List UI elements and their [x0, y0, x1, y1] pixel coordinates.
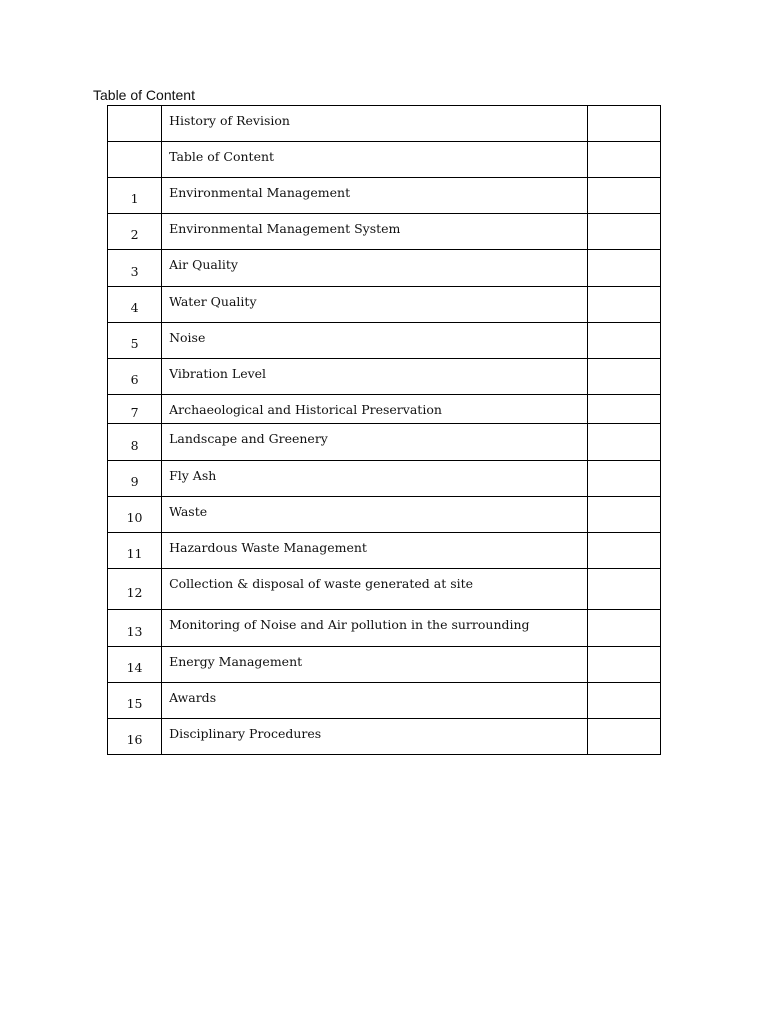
toc-table: [107, 105, 661, 755]
section-number: 9: [130, 474, 139, 489]
page-number-cell: [587, 424, 660, 461]
section-title: Disciplinary Procedures: [169, 726, 322, 741]
section-number-cell: [108, 569, 162, 610]
section-title: Environmental Management: [169, 185, 351, 200]
section-number: 6: [130, 372, 139, 387]
section-number: 2: [130, 227, 139, 242]
section-number-cell: [108, 323, 162, 359]
table-row: [108, 106, 661, 142]
section-title: Environmental Management System: [169, 221, 401, 236]
section-title-cell: [162, 683, 588, 719]
table-row: [108, 395, 661, 424]
section-title: Awards: [169, 690, 217, 705]
section-title: Monitoring of Noise and Air pollution in the surrounding: [169, 617, 530, 632]
section-title-cell: [162, 497, 588, 533]
page-number-cell: [587, 719, 660, 755]
section-title-cell: [162, 647, 588, 683]
section-number-cell: [108, 214, 162, 250]
section-number: 12: [126, 584, 143, 600]
page-number-cell: [587, 287, 660, 323]
section-title-cell: [162, 719, 588, 755]
table-row: [108, 461, 661, 497]
page-number-cell: [587, 106, 660, 142]
section-number-cell: [108, 461, 162, 497]
section-number: 11: [126, 546, 143, 561]
section-title: Hazardous Waste Management: [169, 540, 367, 555]
section-title: Landscape and Greenery: [169, 431, 328, 446]
section-number-cell: [108, 647, 162, 683]
section-title: Table of Content: [169, 149, 275, 164]
section-number: 4: [130, 300, 139, 315]
section-number: 3: [130, 263, 139, 279]
page-number-cell: [587, 569, 660, 610]
table-row: [108, 647, 661, 683]
table-row: [108, 178, 661, 214]
page-number-cell: [587, 647, 660, 683]
section-title: Water Quality: [169, 294, 257, 309]
section-number: 5: [130, 336, 139, 351]
section-number-cell: [108, 395, 162, 424]
page-number-cell: [587, 395, 660, 424]
section-title-cell: [162, 250, 588, 287]
page-number-cell: [587, 533, 660, 569]
table-row: [108, 497, 661, 533]
section-title-cell: [162, 533, 588, 569]
section-title-cell: [162, 323, 588, 359]
section-title-cell: [162, 610, 588, 647]
section-title: Archaeological and Historical Preservation: [169, 402, 442, 417]
table-row: [108, 569, 661, 610]
section-number-cell: [108, 178, 162, 214]
table-row: [108, 683, 661, 719]
table-row: [108, 214, 661, 250]
table-row: [108, 142, 661, 178]
section-title-cell: [162, 569, 588, 610]
section-number-cell: [108, 719, 162, 755]
section-number: 8: [130, 437, 139, 453]
section-title: Vibration Level: [169, 366, 267, 381]
page-number-cell: [587, 142, 660, 178]
section-number-cell: [108, 424, 162, 461]
section-title-cell: [162, 359, 588, 395]
page-number-cell: [587, 461, 660, 497]
page-number-cell: [587, 323, 660, 359]
page-number-cell: [587, 250, 660, 287]
section-number-cell: [108, 533, 162, 569]
table-row: [108, 533, 661, 569]
section-number: 15: [126, 696, 143, 711]
page-number-cell: [587, 610, 660, 647]
page-title: Table of Content: [93, 87, 195, 103]
section-number: 16: [126, 732, 143, 747]
section-title: Noise: [169, 330, 206, 345]
section-title-cell: [162, 461, 588, 497]
table-row: [108, 250, 661, 287]
section-title: Waste: [169, 504, 208, 519]
table-row: [108, 610, 661, 647]
section-title-cell: [162, 106, 588, 142]
table-row: [108, 323, 661, 359]
section-number-cell: [108, 106, 162, 142]
section-number: 13: [126, 623, 143, 639]
section-number: 14: [126, 660, 143, 675]
section-number-cell: [108, 359, 162, 395]
section-title-cell: [162, 287, 588, 323]
section-number: 1: [130, 191, 139, 206]
page-number-cell: [587, 683, 660, 719]
section-title-cell: [162, 178, 588, 214]
section-number-cell: [108, 142, 162, 178]
section-number-cell: [108, 497, 162, 533]
section-title: Collection & disposal of waste generated at site: [169, 576, 474, 591]
section-number-cell: [108, 250, 162, 287]
section-title: Air Quality: [169, 257, 238, 272]
page-number-cell: [587, 214, 660, 250]
section-number: 7: [130, 404, 139, 420]
section-title-cell: [162, 424, 588, 461]
section-title: History of Revision: [169, 113, 290, 128]
table-row: [108, 424, 661, 461]
toc-body: [108, 106, 661, 755]
section-number-cell: [108, 610, 162, 647]
section-title: Energy Management: [169, 654, 303, 669]
section-number-cell: [108, 683, 162, 719]
section-title: Fly Ash: [169, 468, 217, 483]
page-number-cell: [587, 359, 660, 395]
page-number-cell: [587, 497, 660, 533]
table-row: [108, 719, 661, 755]
table-row: [108, 287, 661, 323]
section-title-cell: [162, 395, 588, 424]
page-number-cell: [587, 178, 660, 214]
section-title-cell: [162, 142, 588, 178]
section-number-cell: [108, 287, 162, 323]
table-row: [108, 359, 661, 395]
section-title-cell: [162, 214, 588, 250]
section-number: 10: [126, 510, 143, 525]
